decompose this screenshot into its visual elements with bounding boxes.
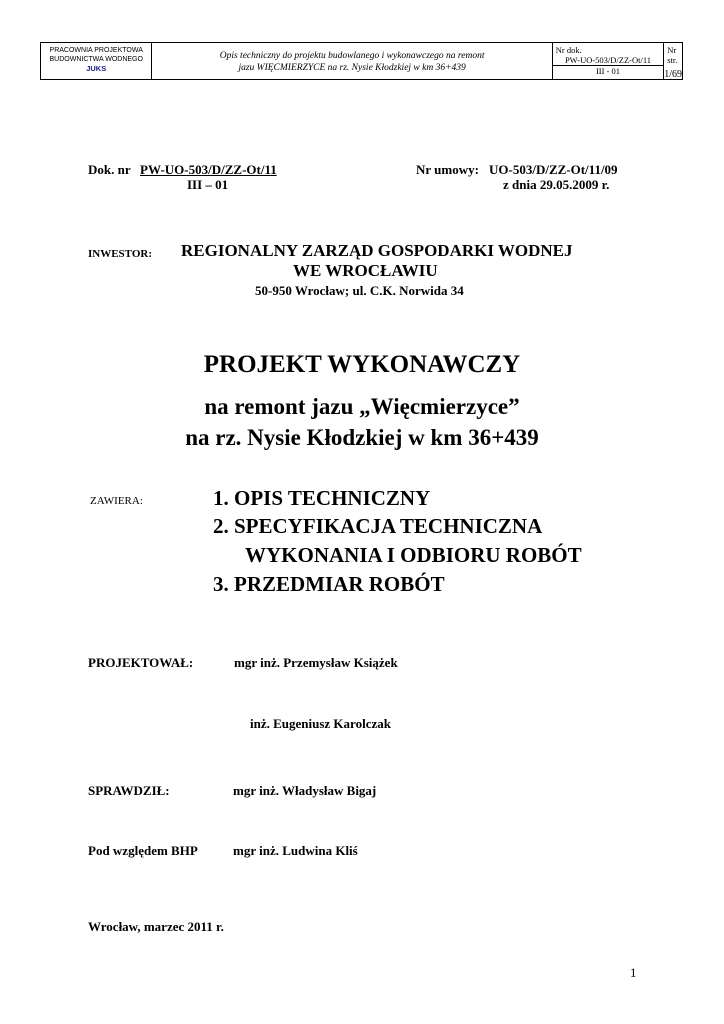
dok-label: Dok. nr xyxy=(88,162,131,177)
description-line2: jazu WIĘCMIERZYCE na rz. Nysie Kłodzkiej w km 36+439 xyxy=(238,63,466,73)
doc-no-label: Nr dok. xyxy=(555,45,582,55)
company-line1: PRACOWNIA PROJEKTOWA xyxy=(49,47,143,54)
header-description-cell xyxy=(152,43,552,79)
projektowal-label: PROJEKTOWAŁ: xyxy=(88,655,194,670)
sprawdzil-label: SPRAWDZIŁ: xyxy=(88,783,170,798)
contents-item-3: 3. PRZEDMIAR ROBÓT xyxy=(213,572,445,596)
company-logo-text: JUKS xyxy=(86,64,107,73)
investor-name-line2: WE WROCŁAWIU xyxy=(293,261,438,280)
document-title: PROJEKT WYKONAWCZY xyxy=(203,351,521,378)
page-header-table xyxy=(40,42,683,80)
header-page-cell xyxy=(664,43,682,79)
header-company-cell xyxy=(41,43,152,79)
title-subject: na remont jazu „Więcmierzyce” xyxy=(204,394,520,419)
designer-2: inż. Eugeniusz Karolczak xyxy=(250,716,391,731)
contents-item-2-cont: WYKONANIA I ODBIORU ROBÓT xyxy=(245,543,582,567)
checker: mgr inż. Władysław Bigaj xyxy=(233,783,377,798)
bhp-label: Pod względem BHP xyxy=(88,843,198,858)
contents-item-1: 1. OPIS TECHNICZNY xyxy=(213,486,431,510)
contents-label: ZAWIERA: xyxy=(90,495,143,507)
umowa-value: UO-503/D/ZZ-Ot/11/09 xyxy=(489,162,618,177)
umowa-label: Nr umowy: xyxy=(416,162,479,177)
page-number: 1 xyxy=(630,965,637,980)
contents-item-2: 2. SPECYFIKACJA TECHNICZNA xyxy=(213,514,543,538)
header-docno-cell xyxy=(553,43,664,79)
investor-address: 50-950 Wrocław; ul. C.K. Norwida 34 xyxy=(255,283,464,298)
company-line2: BUDOWNICTWA WODNEGO xyxy=(49,56,143,63)
place-date: Wrocław, marzec 2011 r. xyxy=(88,919,224,934)
description-line1: Opis techniczny do projektu budowlanego i wykonawczego na remont xyxy=(219,51,485,61)
investor-label: INWESTOR: xyxy=(88,248,152,260)
bhp-person: mgr inż. Ludwina Kliś xyxy=(233,843,358,858)
umowa-date: z dnia 29.05.2009 r. xyxy=(503,177,610,192)
investor-name-line1: REGIONALNY ZARZĄD GOSPODARKI WODNEJ xyxy=(181,241,573,260)
doc-no-value: PW-UO-503/D/ZZ-Ot/11 xyxy=(564,55,652,65)
designer-1: mgr inż. Przemysław Książek xyxy=(234,655,398,670)
title-location: na rz. Nysie Kłodzkiej w km 36+439 xyxy=(185,425,539,450)
dok-value: PW-UO-503/D/ZZ-Ot/11 xyxy=(140,162,277,177)
page-no-value: 1/69 xyxy=(664,69,682,80)
page-no-label: Nr str. xyxy=(667,45,678,65)
dok-value-sub: III – 01 xyxy=(187,177,229,192)
doc-no-sub: III - 01 xyxy=(553,65,663,76)
